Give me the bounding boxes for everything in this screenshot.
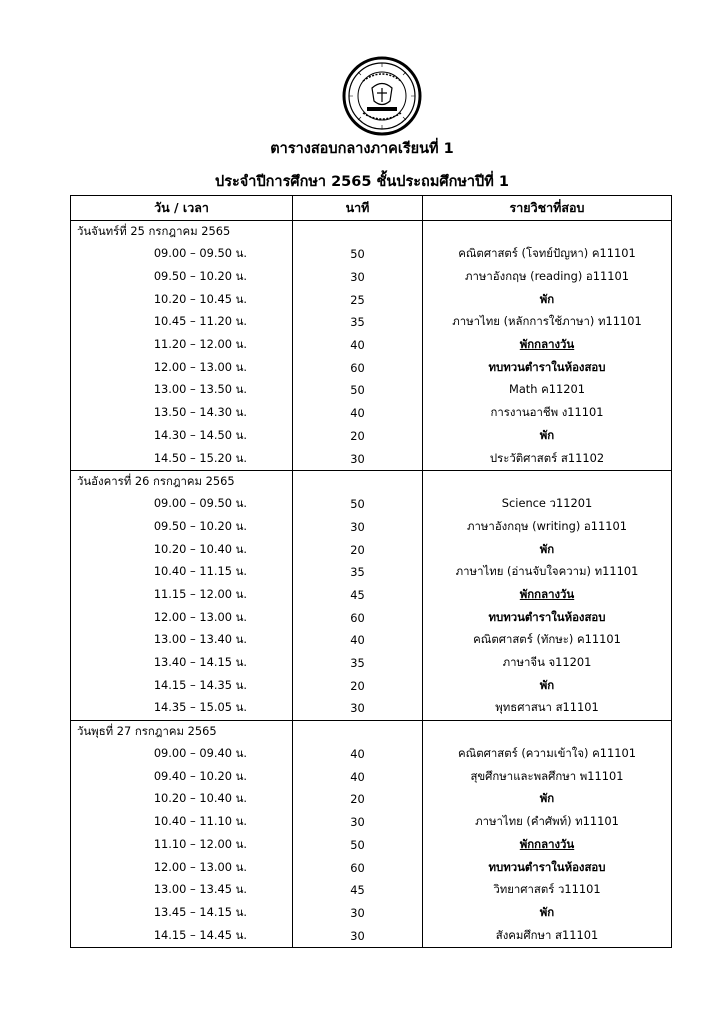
- subject-cell: [423, 538, 672, 561]
- minutes-cell: 60: [293, 856, 423, 879]
- minutes-cell: 60: [293, 606, 423, 629]
- subject-cell: [423, 788, 672, 811]
- subject-text: Math ค11201: [509, 382, 585, 397]
- day-label: วันพุธที่ 27 กรกฎาคม 2565: [71, 720, 293, 743]
- subject-text: พัก: [539, 677, 555, 692]
- time-cell: 12.00 – 13.00 น.: [71, 856, 293, 879]
- subject-text: คณิตศาสตร์ (ทักษะ) ค11101: [473, 632, 621, 647]
- schedule-row: [71, 538, 672, 561]
- minutes-cell: 50: [293, 243, 423, 266]
- schedule-row: [71, 856, 672, 879]
- subject-text: พัก: [539, 291, 555, 306]
- subject-text: ทบทวนตำราในห้องสอบ: [488, 359, 606, 374]
- time-cell: 12.00 – 13.00 น.: [71, 356, 293, 379]
- schedule-row: [71, 834, 672, 857]
- subject-text: พัก: [539, 427, 555, 442]
- schedule-row: [71, 652, 672, 675]
- time-cell: 09.50 – 10.20 น.: [71, 266, 293, 289]
- table-header-row: [71, 196, 672, 221]
- minutes-cell: 50: [293, 379, 423, 402]
- minutes-cell: 25: [293, 288, 423, 311]
- subject-cell: [423, 924, 672, 947]
- schedule-row: [71, 584, 672, 607]
- time-cell: 10.20 – 10.40 น.: [71, 538, 293, 561]
- subject-cell: [423, 425, 672, 448]
- time-cell: 09.50 – 10.20 น.: [71, 516, 293, 539]
- subject-cell: [423, 334, 672, 357]
- day-label: วันจันทร์ที่ 25 กรกฎาคม 2565: [71, 221, 293, 244]
- minutes-cell: 50: [293, 493, 423, 516]
- schedule-body: [71, 221, 672, 948]
- time-cell: 13.40 – 14.15 น.: [71, 652, 293, 675]
- schedule-row: [71, 788, 672, 811]
- time-cell: 14.30 – 14.50 น.: [71, 425, 293, 448]
- subject-cell: [423, 743, 672, 766]
- subject-text: พักกลางวัน: [519, 836, 575, 851]
- subject-cell: [423, 243, 672, 266]
- schedule-row: [71, 379, 672, 402]
- schedule-row: [71, 402, 672, 425]
- time-cell: 11.10 – 12.00 น.: [71, 834, 293, 857]
- subject-cell: [423, 584, 672, 607]
- schedule-row: [71, 243, 672, 266]
- subject-text: พักกลางวัน: [519, 337, 575, 352]
- subject-cell: [423, 629, 672, 652]
- schedule-row: [71, 561, 672, 584]
- subject-text: ทบทวนตำราในห้องสอบ: [488, 859, 606, 874]
- minutes-cell: 20: [293, 788, 423, 811]
- subject-cell: [423, 765, 672, 788]
- minutes-cell: 50: [293, 834, 423, 857]
- subject-text: ภาษาไทย (หลักการใช้ภาษา) ท11101: [452, 314, 642, 329]
- time-cell: 09.00 – 09.50 น.: [71, 493, 293, 516]
- schedule-row: [71, 288, 672, 311]
- schedule-row: [71, 811, 672, 834]
- schedule-row: [71, 356, 672, 379]
- minutes-cell: 30: [293, 811, 423, 834]
- time-cell: 10.45 – 11.20 น.: [71, 311, 293, 334]
- time-cell: 12.00 – 13.00 น.: [71, 606, 293, 629]
- schedule-row: [71, 425, 672, 448]
- column-header-subject: รายวิชาที่สอบ: [423, 196, 672, 221]
- schedule-row: [71, 674, 672, 697]
- subject-cell: [423, 902, 672, 925]
- schedule-row: [71, 743, 672, 766]
- document-title: ตารางสอบกลางภาคเรียนที่ 1: [270, 141, 454, 157]
- subject-cell: [423, 311, 672, 334]
- subject-cell: [423, 879, 672, 902]
- subject-text: ภาษาอังกฤษ (writing) อ11101: [467, 518, 627, 533]
- time-cell: 13.50 – 14.30 น.: [71, 402, 293, 425]
- subject-text: การงานอาชีพ ง11101: [490, 405, 604, 420]
- minutes-cell: 35: [293, 561, 423, 584]
- day-header-row: [71, 470, 672, 493]
- minutes-cell: 35: [293, 652, 423, 675]
- day-header-row: [71, 720, 672, 743]
- empty-cell: [293, 470, 423, 493]
- minutes-cell: 30: [293, 924, 423, 947]
- day-label: วันอังคารที่ 26 กรกฎาคม 2565: [71, 470, 293, 493]
- minutes-cell: 40: [293, 629, 423, 652]
- empty-cell: [293, 221, 423, 244]
- minutes-cell: 30: [293, 902, 423, 925]
- minutes-cell: 20: [293, 674, 423, 697]
- subject-text: ทบทวนตำราในห้องสอบ: [488, 609, 606, 624]
- subject-cell: [423, 834, 672, 857]
- minutes-cell: 30: [293, 447, 423, 470]
- subject-cell: [423, 561, 672, 584]
- subject-cell: [423, 493, 672, 516]
- schedule-row: [71, 334, 672, 357]
- subject-cell: [423, 516, 672, 539]
- minutes-cell: 30: [293, 516, 423, 539]
- subject-text: ภาษาอังกฤษ (reading) อ11101: [465, 269, 629, 284]
- schedule-row: [71, 493, 672, 516]
- subject-text: ภาษาจีน จ11201: [502, 655, 592, 670]
- schedule-row: [71, 765, 672, 788]
- subject-text: ภาษาไทย (อ่านจับใจความ) ท11101: [455, 564, 639, 579]
- subject-text: คณิตศาสตร์ (โจทย์ปัญหา) ค11101: [458, 246, 636, 261]
- column-header-day-time: วัน / เวลา: [71, 196, 293, 221]
- subject-cell: [423, 266, 672, 289]
- minutes-cell: 45: [293, 879, 423, 902]
- minutes-cell: 30: [293, 266, 423, 289]
- time-cell: 14.15 – 14.35 น.: [71, 674, 293, 697]
- time-cell: 13.00 – 13.40 น.: [71, 629, 293, 652]
- time-cell: 11.20 – 12.00 น.: [71, 334, 293, 357]
- schedule-row: [71, 629, 672, 652]
- time-cell: 14.35 – 15.05 น.: [71, 697, 293, 720]
- subject-cell: [423, 674, 672, 697]
- minutes-cell: 40: [293, 334, 423, 357]
- subject-cell: [423, 356, 672, 379]
- minutes-cell: 40: [293, 402, 423, 425]
- subject-text: คณิตศาสตร์ (ความเข้าใจ) ค11101: [458, 746, 636, 761]
- subject-text: พุทธศาสนา ส11101: [495, 700, 599, 715]
- subject-cell: [423, 856, 672, 879]
- subject-text: วิทยาศาสตร์ ว11101: [493, 882, 601, 897]
- subject-cell: [423, 811, 672, 834]
- schedule-row: [71, 879, 672, 902]
- schedule-row: [71, 311, 672, 334]
- time-cell: 10.40 – 11.10 น.: [71, 811, 293, 834]
- minutes-cell: 35: [293, 311, 423, 334]
- schedule-row: [71, 606, 672, 629]
- empty-cell: [423, 221, 672, 244]
- time-cell: 10.20 – 10.40 น.: [71, 788, 293, 811]
- subject-cell: [423, 447, 672, 470]
- document-subtitle: ประจำปีการศึกษา 2565 ชั้นประถมศึกษาปีที่ 1: [215, 174, 509, 190]
- subject-text: Science ว11201: [501, 496, 593, 511]
- subject-text: พักกลางวัน: [519, 586, 575, 601]
- subject-text: สังคมศึกษา ส11101: [495, 927, 599, 942]
- time-cell: 10.40 – 11.15 น.: [71, 561, 293, 584]
- subject-cell: [423, 402, 672, 425]
- time-cell: 13.45 – 14.15 น.: [71, 902, 293, 925]
- subject-cell: [423, 652, 672, 675]
- schedule-row: [71, 266, 672, 289]
- subject-text: พัก: [539, 904, 555, 919]
- time-cell: 14.50 – 15.20 น.: [71, 447, 293, 470]
- subject-text: สุขศึกษาและพลศึกษา พ11101: [470, 768, 624, 783]
- subject-cell: [423, 606, 672, 629]
- time-cell: 10.20 – 10.45 น.: [71, 288, 293, 311]
- time-cell: 11.15 – 12.00 น.: [71, 584, 293, 607]
- minutes-cell: 20: [293, 425, 423, 448]
- column-header-minutes: นาที: [293, 196, 423, 221]
- minutes-cell: 40: [293, 743, 423, 766]
- time-cell: 09.00 – 09.40 น.: [71, 743, 293, 766]
- time-cell: 09.40 – 10.20 น.: [71, 765, 293, 788]
- schedule-row: [71, 697, 672, 720]
- time-cell: 14.15 – 14.45 น.: [71, 924, 293, 947]
- minutes-cell: 30: [293, 697, 423, 720]
- subject-text: พัก: [539, 791, 555, 806]
- subject-text: ประวัติศาสตร์ ส11102: [489, 450, 605, 465]
- school-seal-logo: [341, 55, 423, 137]
- time-cell: 13.00 – 13.50 น.: [71, 379, 293, 402]
- time-cell: 13.00 – 13.45 น.: [71, 879, 293, 902]
- minutes-cell: 20: [293, 538, 423, 561]
- time-cell: 09.00 – 09.50 น.: [71, 243, 293, 266]
- subject-cell: [423, 697, 672, 720]
- subject-cell: [423, 288, 672, 311]
- subject-cell: [423, 379, 672, 402]
- schedule-row: [71, 902, 672, 925]
- schedule-row: [71, 924, 672, 947]
- minutes-cell: 45: [293, 584, 423, 607]
- exam-schedule-table: [70, 195, 672, 948]
- day-header-row: [71, 221, 672, 244]
- minutes-cell: 60: [293, 356, 423, 379]
- empty-cell: [423, 720, 672, 743]
- subject-text: ภาษาไทย (คำศัพท์) ท11101: [475, 814, 619, 829]
- schedule-row: [71, 447, 672, 470]
- empty-cell: [423, 470, 672, 493]
- schedule-row: [71, 516, 672, 539]
- empty-cell: [293, 720, 423, 743]
- subject-text: พัก: [539, 541, 555, 556]
- minutes-cell: 40: [293, 765, 423, 788]
